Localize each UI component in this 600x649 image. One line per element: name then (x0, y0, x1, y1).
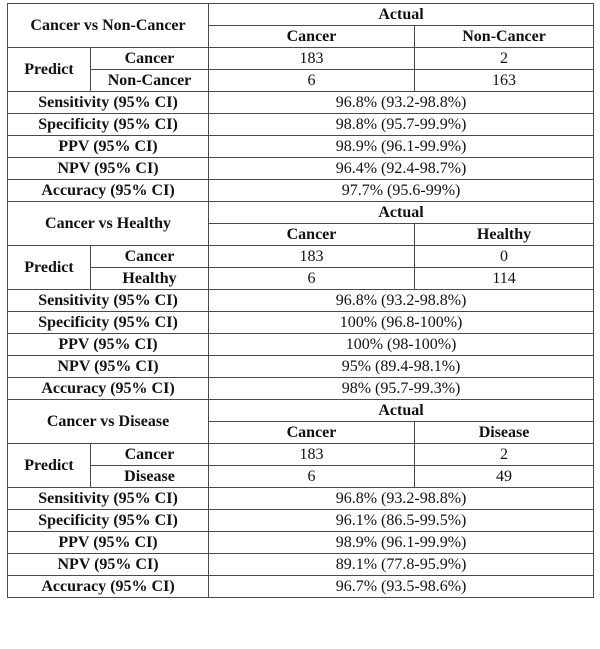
actual-header: Actual (209, 4, 594, 26)
metric-value: 98.9% (96.1-99.9%) (209, 136, 594, 158)
metric-value: 100% (96.8-100%) (209, 312, 594, 334)
metric-row (8, 312, 594, 334)
metric-label: Specificity (95% CI) (8, 312, 209, 334)
metric-row (8, 92, 594, 114)
metric-row (8, 158, 594, 180)
column-header: Cancer (209, 422, 415, 444)
matrix-cell: 183 (209, 444, 415, 466)
metric-row (8, 488, 594, 510)
matrix-cell: 0 (415, 246, 594, 268)
metric-row (8, 356, 594, 378)
metric-label: Specificity (95% CI) (8, 510, 209, 532)
predict-label: Predict (8, 444, 91, 488)
metric-label: Accuracy (95% CI) (8, 378, 209, 400)
matrix-row (8, 268, 594, 290)
column-header: Cancer (209, 224, 415, 246)
column-header: Disease (415, 422, 594, 444)
matrix-row (8, 444, 594, 466)
actual-header: Actual (209, 202, 594, 224)
metric-value: 96.8% (93.2-98.8%) (209, 92, 594, 114)
metric-label: PPV (95% CI) (8, 334, 209, 356)
metric-row (8, 114, 594, 136)
metric-value: 97.7% (95.6-99%) (209, 180, 594, 202)
matrix-cell: 2 (415, 444, 594, 466)
metric-value: 98% (95.7-99.3%) (209, 378, 594, 400)
metric-value: 96.1% (86.5-99.5%) (209, 510, 594, 532)
matrix-cell: 6 (209, 70, 415, 92)
metric-label: Specificity (95% CI) (8, 114, 209, 136)
metric-value: 96.4% (92.4-98.7%) (209, 158, 594, 180)
row-label: Healthy (91, 268, 209, 290)
metric-value: 96.8% (93.2-98.8%) (209, 488, 594, 510)
metric-value: 89.1% (77.8-95.9%) (209, 554, 594, 576)
metric-value: 98.9% (96.1-99.9%) (209, 532, 594, 554)
metric-label: PPV (95% CI) (8, 136, 209, 158)
predict-label: Predict (8, 246, 91, 290)
section-header-row (8, 202, 594, 224)
row-label: Disease (91, 466, 209, 488)
matrix-cell: 163 (415, 70, 594, 92)
metric-label: NPV (95% CI) (8, 158, 209, 180)
metric-value: 96.8% (93.2-98.8%) (209, 290, 594, 312)
metric-row (8, 334, 594, 356)
metric-label: Sensitivity (95% CI) (8, 290, 209, 312)
metric-row (8, 180, 594, 202)
metric-label: NPV (95% CI) (8, 356, 209, 378)
section-header-row (8, 4, 594, 26)
metric-value: 100% (98-100%) (209, 334, 594, 356)
metric-row (8, 576, 594, 598)
metric-label: NPV (95% CI) (8, 554, 209, 576)
column-header: Healthy (415, 224, 594, 246)
metric-label: PPV (95% CI) (8, 532, 209, 554)
metric-row (8, 532, 594, 554)
matrix-cell: 183 (209, 48, 415, 70)
section-title: Cancer vs Healthy (8, 202, 209, 246)
column-header: Cancer (209, 26, 415, 48)
matrix-cell: 114 (415, 268, 594, 290)
metric-label: Sensitivity (95% CI) (8, 92, 209, 114)
matrix-row (8, 246, 594, 268)
row-label: Cancer (91, 444, 209, 466)
confusion-matrix-table (7, 3, 594, 598)
section-header-row (8, 400, 594, 422)
matrix-cell: 49 (415, 466, 594, 488)
actual-header: Actual (209, 400, 594, 422)
metric-label: Sensitivity (95% CI) (8, 488, 209, 510)
metric-row (8, 510, 594, 532)
matrix-cell: 6 (209, 268, 415, 290)
matrix-cell: 6 (209, 466, 415, 488)
metric-value: 98.8% (95.7-99.9%) (209, 114, 594, 136)
metric-value: 96.7% (93.5-98.6%) (209, 576, 594, 598)
matrix-cell: 183 (209, 246, 415, 268)
metric-value: 95% (89.4-98.1%) (209, 356, 594, 378)
matrix-cell: 2 (415, 48, 594, 70)
metric-row (8, 378, 594, 400)
predict-label: Predict (8, 48, 91, 92)
row-label: Cancer (91, 48, 209, 70)
matrix-row (8, 48, 594, 70)
metric-label: Accuracy (95% CI) (8, 576, 209, 598)
section-title: Cancer vs Disease (8, 400, 209, 444)
metric-row (8, 554, 594, 576)
metric-row (8, 136, 594, 158)
metric-label: Accuracy (95% CI) (8, 180, 209, 202)
section-title: Cancer vs Non-Cancer (8, 4, 209, 48)
matrix-row (8, 70, 594, 92)
row-label: Cancer (91, 246, 209, 268)
matrix-row (8, 466, 594, 488)
row-label: Non-Cancer (91, 70, 209, 92)
document-page (7, 3, 594, 598)
metric-row (8, 290, 594, 312)
column-header: Non-Cancer (415, 26, 594, 48)
